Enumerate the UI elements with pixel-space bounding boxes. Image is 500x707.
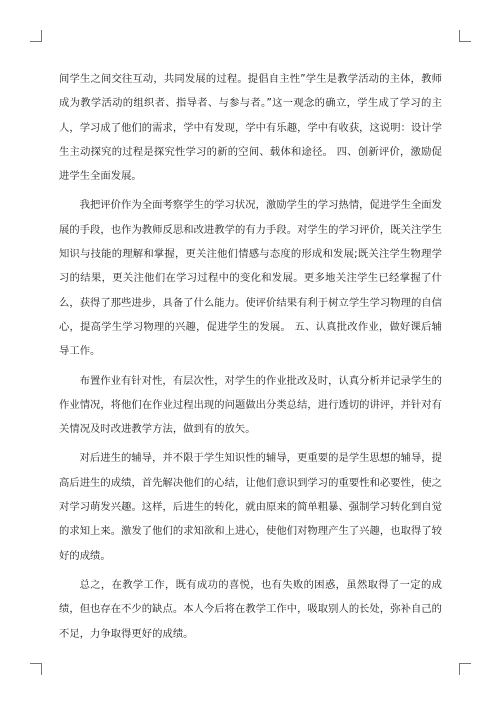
crop-mark-bottom-right (459, 663, 471, 675)
paragraph-summary: 总之，在教学工作，既有成功的喜悦，也有失败的困惑，虽然取得了一定的成绩，但也存在不少的缺点。本人今后将在教学工作中，吸取别人的长处，弥补自己的不足，力争取得更好的成绩。 (59, 578, 442, 640)
crop-mark-bottom-left (30, 663, 42, 675)
paragraph-tutoring: 对后进生的辅导，并不限于学生知识性的辅导，更重要的是学生思想的辅导，提高后进生的成绩，首先解决他们的心结，让他们意识到学习的重要性和必要性，使之对学习萌发兴趣。这样，后进生的转化，就由原来的简单粗暴、强制学习转化到自觉的求知上来。激发了他们的求知欲和上进心，使他们对物理产生了兴趣，也取得了较好的成绩。 (59, 452, 442, 562)
document-body (59, 67, 442, 651)
paragraph-evaluation: 我把评价作为全面考察学生的学习状况，激励学生的学习热情，促进学生全面发展的手段，也作为教师反思和改进教学的有力手段。对学生的学习评价，既关注学生知识与技能的理解和掌握，更关注他们情感与态度的形成和发展;既关注学生物理学习的结果，更关注他们在学习过程中的变化和发展。更多地关注学生已经掌握了什么，获得了那些进步，具备了什么能力。使评价结果有利于树立学生学习物理的自信心，提高学生学习物理的兴趣，促进学生的发展。 五、认真批改作业，做好课后辅导工作。 (59, 199, 442, 358)
paragraph-homework: 布置作业有针对性，有层次性，对学生的作业批改及时，认真分析并记录学生的作业情况，将他们在作业过程出现的问题做出分类总结，进行透切的讲评，并针对有关情况及时改进教学方法，做到有的放矢。 (59, 374, 442, 436)
crop-mark-top-left (30, 30, 42, 42)
paragraph-continuation: 间学生之间交往互动，共同发展的过程。提倡自主性”学生是教学活动的主体，教师成为教学活动的组织者、指导者、与参与者。”这一观念的确立，学生成了学习的主人，学习成了他们的需求，学中有发现，学中有乐趣，学中有收获，这说明：设计学生主动探究的过程是探究性学习的新的空间、载体和途径。 四、创新评价，激励促进学生全面发展。 (59, 73, 442, 183)
crop-mark-top-right (459, 30, 471, 42)
